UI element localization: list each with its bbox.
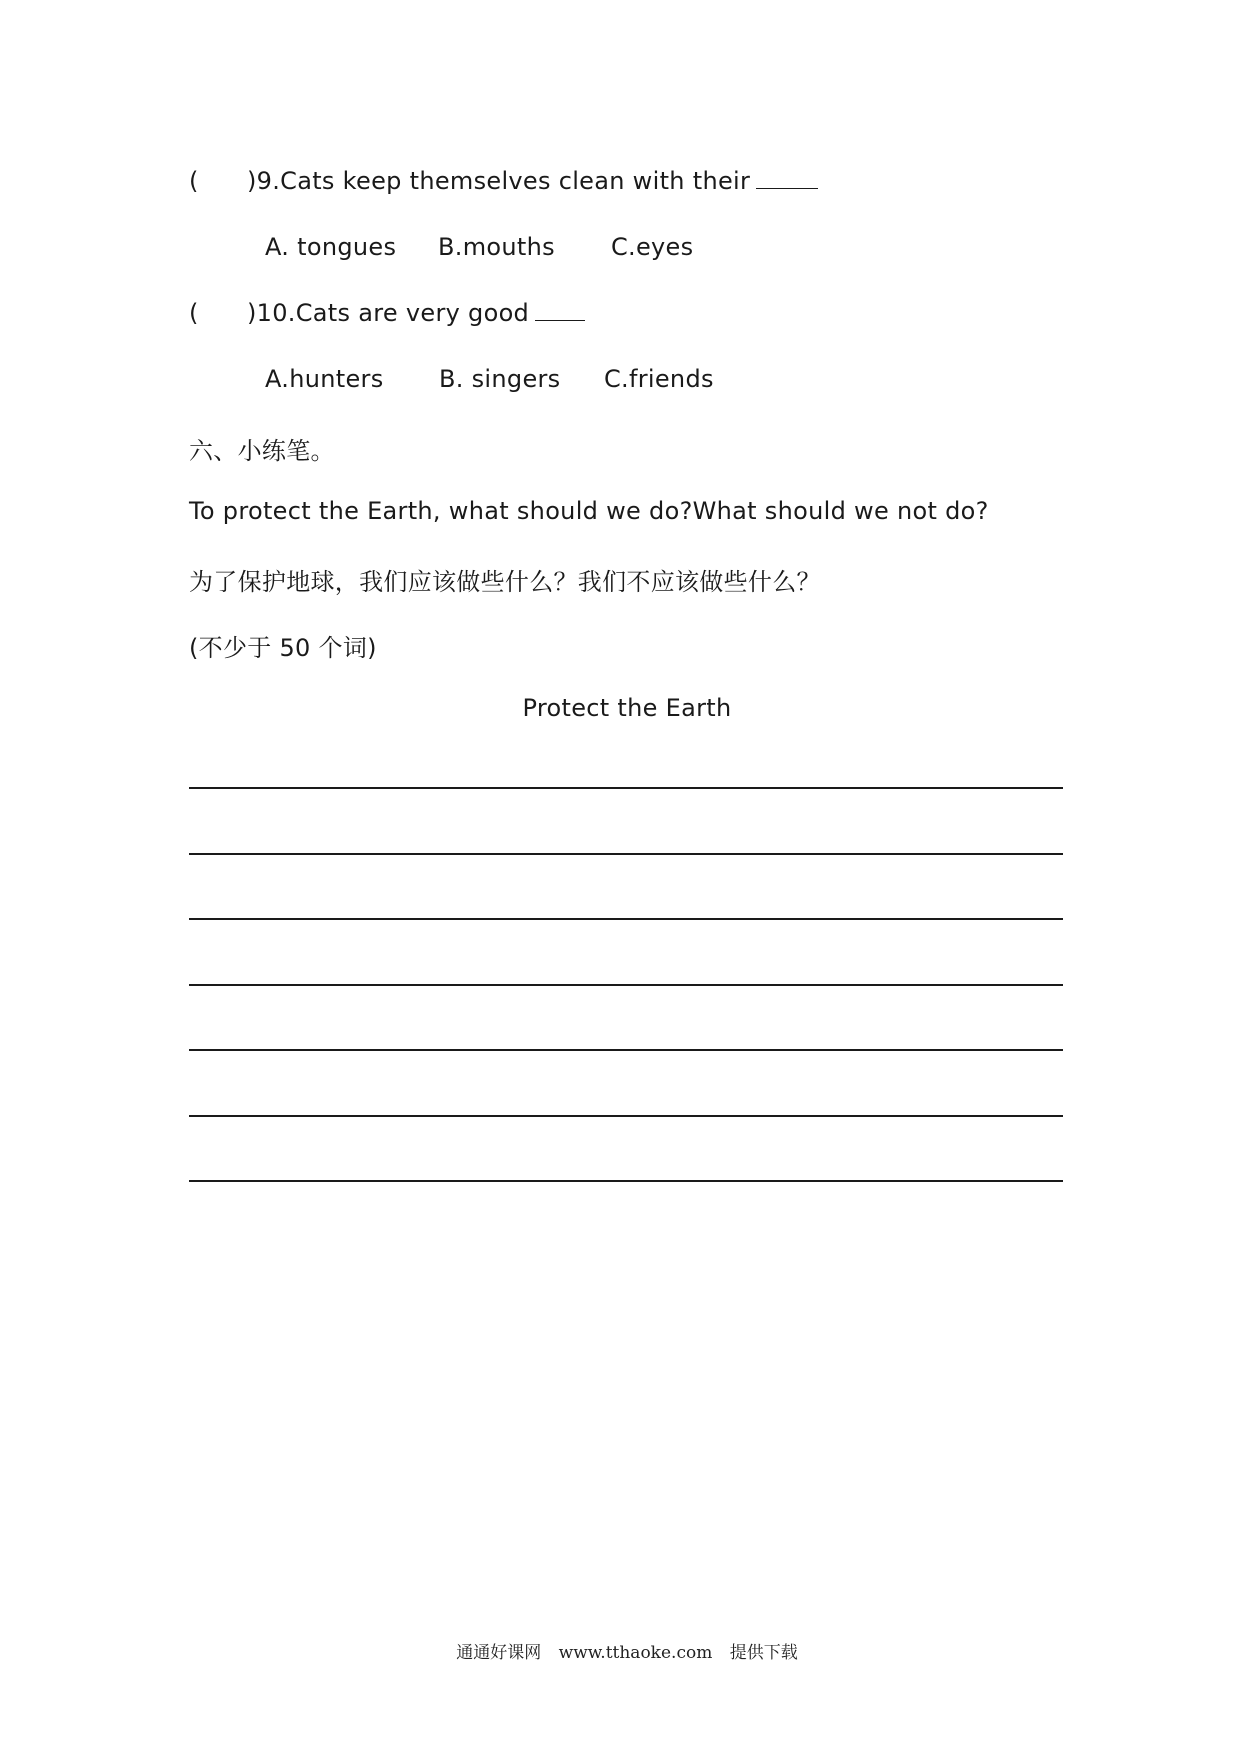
- q9-option-c: C.eyes: [611, 233, 694, 261]
- footer-url: www.tthaoke.com: [558, 1643, 713, 1663]
- q9-stem: [247, 167, 818, 195]
- writing-line: [189, 1115, 1063, 1117]
- essay-title: Protect the Earth: [522, 694, 732, 722]
- writing-line: [189, 853, 1063, 855]
- footer-note: 提供下载: [729, 1643, 798, 1663]
- writing-line: [189, 1049, 1063, 1051]
- writing-line: [189, 787, 1063, 789]
- q10-option-b: B. singers: [439, 365, 561, 393]
- q10-stem-text: )10.Cats are very good: [247, 299, 530, 327]
- q9-option-b: B.mouths: [438, 233, 555, 261]
- q10-paren-open: (: [189, 299, 199, 327]
- page-footer: [0, 1638, 1240, 1663]
- q9-paren-open: (: [189, 167, 199, 195]
- q10-option-c: C.friends: [604, 365, 714, 393]
- writing-line: [189, 1180, 1063, 1182]
- q10-stem: [247, 299, 585, 327]
- q9-option-a: A. tongues: [265, 233, 397, 261]
- q9-stem-text: )9.Cats keep themselves clean with their: [247, 167, 751, 195]
- writing-line: [189, 918, 1063, 920]
- footer-site-name: 通通好课网: [456, 1643, 542, 1663]
- prompt-chinese: 为了保护地球，我们应该做些什么？我们不应该做些什么？: [189, 568, 821, 596]
- q10-answer-blank: [535, 319, 585, 321]
- q10-option-a: A.hunters: [265, 365, 384, 393]
- word-requirement: (不少于 50 个词): [189, 634, 377, 662]
- q9-answer-blank: [756, 187, 818, 189]
- writing-line: [189, 984, 1063, 986]
- prompt-english: To protect the Earth, what should we do?What should we not do?: [189, 497, 989, 525]
- section-heading: 六、小练笔。: [189, 437, 335, 465]
